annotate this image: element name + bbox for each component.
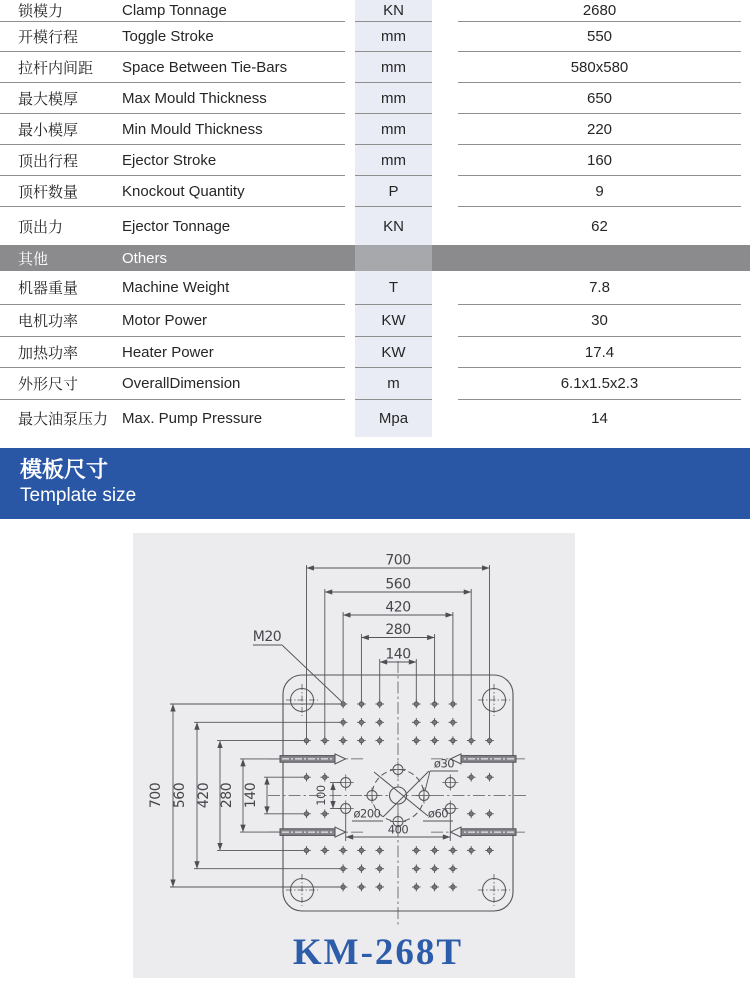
thread-label: M20	[252, 629, 282, 645]
row-unit: mm	[355, 52, 432, 83]
bolt-circle-label: ø200	[353, 806, 381, 821]
dim-left-280: 280	[219, 782, 235, 809]
dim-top-420: 420	[385, 599, 411, 616]
table-row	[0, 145, 750, 176]
table-row	[0, 368, 750, 400]
table-row	[0, 176, 750, 207]
row-unit: mm	[355, 22, 432, 52]
row-value: 7.8	[458, 271, 741, 305]
dim-left-560: 560	[172, 782, 188, 809]
table-row	[0, 271, 750, 305]
dim-400: 400	[387, 822, 409, 837]
row-label-en: Ejector Stroke	[122, 151, 217, 169]
row-value: 2680	[458, 0, 741, 22]
spec-table	[0, 0, 750, 437]
row-value: 14	[591, 410, 608, 427]
row-unit: KW	[355, 337, 432, 368]
row-unit: mm	[355, 114, 432, 145]
m20-leader	[253, 645, 342, 702]
row-label-en: OverallDimension	[122, 375, 241, 392]
row-label-cn: 最大油泵压力	[18, 411, 109, 428]
row-unit: T	[355, 271, 432, 305]
row-unit: m	[355, 368, 432, 400]
section-label-cn: 其他	[18, 250, 49, 268]
row-unit: Mpa	[378, 410, 409, 427]
row-label-en: Clamp Tonnage	[122, 2, 227, 19]
center-hole-label: ø60	[427, 806, 449, 821]
row-unit: KN	[383, 217, 404, 235]
row-label-en: Heater Power	[122, 343, 214, 361]
section-row-others	[0, 245, 750, 271]
row-label-en: Machine Weight	[122, 279, 230, 296]
row-label-en: Toggle Stroke	[122, 28, 214, 45]
template-drawing	[133, 533, 575, 978]
row-label-cn: 锁模力	[18, 3, 64, 20]
row-label-cn: 开模行程	[18, 29, 79, 46]
dim-top-560: 560	[385, 576, 411, 593]
row-value: 650	[458, 83, 741, 114]
row-label-en: Knockout Quantity	[122, 182, 245, 200]
row-label-en: Ejector Tonnage	[122, 217, 231, 235]
row-unit: P	[355, 176, 432, 207]
row-value: 17.4	[458, 337, 741, 368]
model-number: KM-268T	[292, 932, 464, 973]
row-unit: mm	[355, 145, 432, 176]
row-value: 220	[458, 114, 741, 145]
dim-left-420: 420	[196, 782, 212, 809]
table-row	[0, 114, 750, 145]
row-unit: KN	[355, 0, 432, 22]
template-drawing-panel	[133, 533, 575, 978]
row-value: 160	[458, 145, 741, 176]
row-label-cn: 最大模厚	[18, 90, 79, 108]
row-unit: KW	[355, 305, 432, 337]
row-value: 62	[591, 217, 608, 235]
table-row	[0, 83, 750, 114]
row-label-en: Space Between Tie-Bars	[122, 58, 288, 76]
banner-title-cn: 模板尺寸	[20, 457, 109, 482]
row-label-cn: 拉杆内间距	[18, 59, 94, 77]
dim-top-700: 700	[385, 552, 411, 569]
row-label-cn: 顶出行程	[18, 152, 79, 170]
row-label-cn: 顶杆数量	[18, 183, 79, 201]
table-row	[0, 22, 750, 52]
table-row	[0, 305, 750, 337]
row-label-cn: 最小模厚	[18, 121, 79, 139]
section-label-en: Others	[122, 249, 168, 267]
row-label-cn: 顶出力	[18, 218, 64, 236]
row-value: 6.1x1.5x2.3	[458, 368, 741, 400]
table-row	[0, 337, 750, 368]
section-banner	[0, 448, 750, 519]
banner-title-en: Template size	[20, 485, 137, 506]
dim-left-700: 700	[148, 782, 164, 809]
row-label-cn: 电机功率	[18, 313, 79, 330]
row-label-en: Max. Pump Pressure	[122, 410, 263, 427]
row-label-en: Motor Power	[122, 312, 208, 329]
row-label-cn: 外形尺寸	[18, 376, 79, 393]
small-hole-label: ø30	[433, 756, 455, 771]
row-value: 580x580	[458, 52, 741, 83]
row-label-en: Min Mould Thickness	[122, 120, 263, 138]
table-row	[0, 400, 750, 437]
dim-100: 100	[314, 785, 328, 806]
dim-top-140: 140	[385, 646, 411, 663]
row-value: 550	[458, 22, 741, 52]
row-label-cn: 加热功率	[18, 344, 79, 362]
unit-column-tint	[355, 245, 432, 271]
table-row	[0, 52, 750, 83]
dim-left-140: 140	[243, 782, 259, 809]
row-value: 9	[458, 176, 741, 207]
row-label-en: Max Mould Thickness	[122, 89, 267, 107]
row-unit: mm	[355, 83, 432, 114]
row-label-cn: 机器重量	[18, 280, 79, 297]
dim-top-280: 280	[385, 622, 411, 638]
row-value: 30	[458, 305, 741, 337]
table-row	[0, 207, 750, 245]
table-row	[0, 0, 750, 22]
